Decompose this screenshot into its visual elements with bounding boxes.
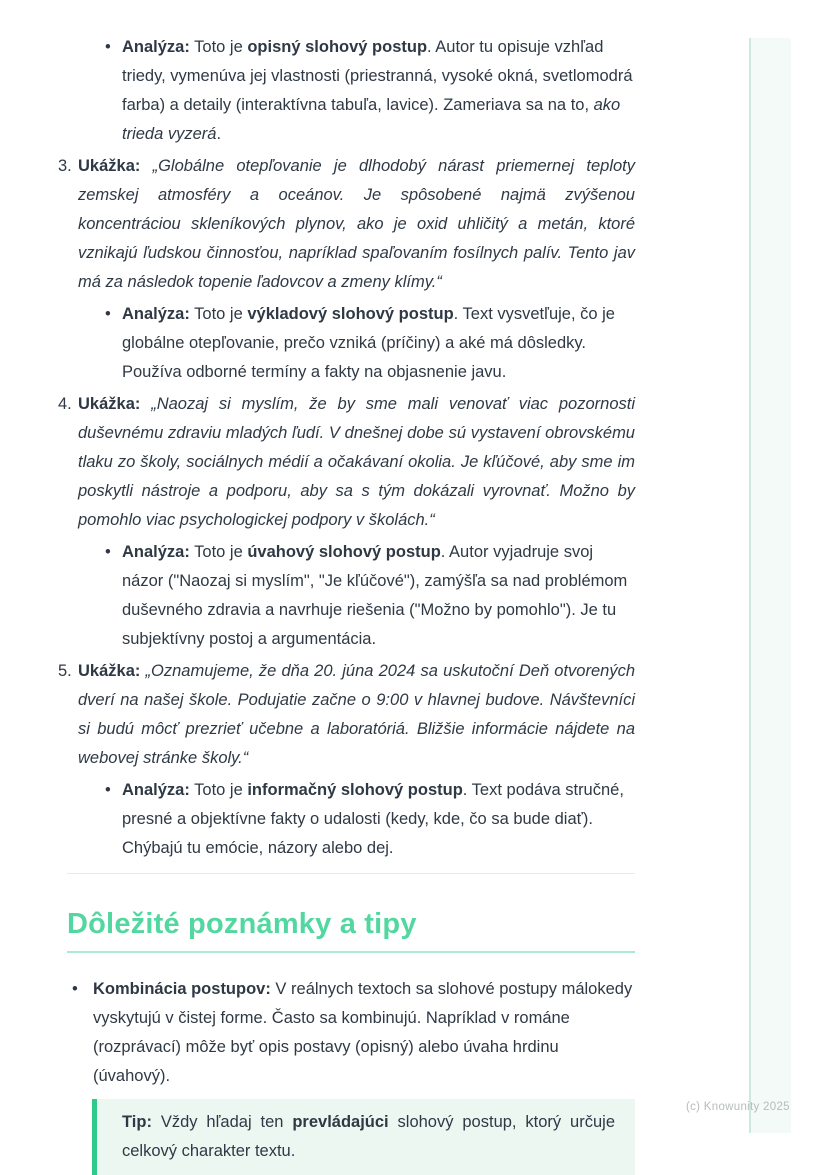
- bullet-icon: •: [105, 305, 111, 323]
- analysis-label: Analýza:: [122, 38, 190, 56]
- list-item-example-3: [58, 152, 635, 297]
- example-number: 5.: [58, 662, 72, 680]
- tip-label: Tip:: [122, 1113, 152, 1131]
- note-paragraph: [93, 975, 635, 1091]
- example-number: 4.: [58, 395, 72, 413]
- analysis-bold-term: výkladový slohový postup: [247, 305, 454, 323]
- example-paragraph: [78, 390, 635, 535]
- example-quote: „Globálne otepľovanie je dlhodobý nárast priemernej teploty zemskej atmosféry a oceánov. Je spôsobené najmä zvýšenou koncentráciou skleníkových plynov, ako je oxid uhličitý a metán, ktoré vznikajú ľudskou činnosťou, napríklad spaľovaním fosílnych palív. Tento jav má za následok topenie ľadovcov a zmeny klímy.“: [78, 157, 635, 291]
- section-divider: [67, 873, 635, 874]
- list-item-analysis-expository: [105, 300, 635, 387]
- document-content: [58, 33, 635, 1175]
- note-label: Kombinácia postupov:: [93, 980, 271, 998]
- example-paragraph: [78, 657, 635, 773]
- analysis-text-mid: . Text vysvetľuje, čo je globálne otepľovanie, prečo vzniká (príčiny) a aké má dôsledky. Používa odborné termíny a fakty na objasnenie javu.: [122, 305, 615, 381]
- list-item-example-5: [58, 657, 635, 773]
- analysis-text-pre: Toto je: [189, 305, 248, 323]
- example-quote: „Naozaj si myslím, že by sme mali venovať viac pozornosti duševnému zdraviu mladých ľudí. V dnešnej dobe sú vystavení obrovskému tlaku zo školy, sociálnych médií a očakávaní okolia. Je kľúčové, aby sme im poskytli nástroje a podporu, aby sa s tým dokázali vyrovnať. Možno by pomohlo viac psychologickej podpory v školách.“: [78, 395, 635, 529]
- copyright-watermark: (c) Knowunity 2025: [686, 1101, 790, 1113]
- tip-text-end: slohový postup, ktorý určuje celkový charakter textu.: [122, 1113, 615, 1160]
- analysis-paragraph: [122, 33, 635, 149]
- example-label: Ukážka:: [78, 395, 141, 413]
- analysis-paragraph: [122, 776, 635, 863]
- analysis-text-mid: . Autor tu opisuje vzhľad triedy, vymenúva jej vlastnosti (priestranná, vysoké okná, svetlomodrá farba) a detaily (interaktívna tabuľa, lavice). Zameriava sa na to,: [122, 38, 633, 114]
- bullet-icon: •: [105, 781, 111, 799]
- list-item-note-combination: [72, 975, 635, 1091]
- section-title: Dôležité poznámky a tipy: [67, 908, 635, 953]
- analysis-italic-phrase: ako trieda vyzerá: [122, 96, 621, 143]
- example-label: Ukážka:: [78, 662, 141, 680]
- example-paragraph: [78, 152, 635, 297]
- analysis-text-mid: . Autor vyjadruje svoj názor ("Naozaj si myslím", "Je kľúčové"), zamýšľa sa nad problémom duševného zdravia a navrhuje riešenia ("Možno by pomohlo"). Je tu subjektívny postoj a argumentácia.: [122, 543, 628, 648]
- list-item-analysis-reflective: [105, 538, 635, 654]
- tip-callout: [92, 1099, 635, 1175]
- analysis-label: Analýza:: [122, 781, 190, 799]
- list-item-analysis-descriptive: [105, 33, 635, 149]
- note-text: V reálnych textoch sa slohové postupy málokedy vyskytujú v čistej forme. Často sa kombinujú. Napríklad v románe (rozprávací) môže byť opis postavy (opisný) alebo úvaha hrdinu (úvahový).: [93, 980, 633, 1085]
- analysis-bold-term: úvahový slohový postup: [247, 543, 441, 561]
- analysis-paragraph: [122, 300, 635, 387]
- bullet-icon: •: [105, 38, 111, 56]
- analysis-text-pre: Toto je: [189, 781, 248, 799]
- example-label: Ukážka:: [78, 157, 141, 175]
- analysis-bold-term: informačný slohový postup: [247, 781, 463, 799]
- tip-text-pre: Vždy hľadaj ten: [151, 1113, 293, 1131]
- analysis-text-pre: Toto je: [189, 38, 248, 56]
- analysis-text-end: .: [216, 125, 222, 143]
- bullet-icon: •: [72, 980, 78, 998]
- analysis-label: Analýza:: [122, 305, 190, 323]
- list-item-analysis-informational: [105, 776, 635, 863]
- bullet-icon: •: [105, 543, 111, 561]
- page-edge-band: [749, 38, 791, 1133]
- list-item-example-4: [58, 390, 635, 535]
- analysis-label: Analýza:: [122, 543, 190, 561]
- analysis-text-mid: . Text podáva stručné, presné a objektívne fakty o udalosti (kedy, kde, čo sa bude diať). Chýbajú tu emócie, názory alebo dej.: [122, 781, 624, 857]
- analysis-text-pre: Toto je: [189, 543, 248, 561]
- example-quote: „Oznamujeme, že dňa 20. júna 2024 sa uskutoční Deň otvorených dverí na našej škole. Podujatie začne o 9:00 v hlavnej budove. Návštevníci si budú môcť prezrieť učebne a laboratóriá. Bližšie informácie nájdete na webovej stránke školy.“: [78, 662, 635, 767]
- analysis-paragraph: [122, 538, 635, 654]
- example-number: 3.: [58, 157, 72, 175]
- analysis-bold-term: opisný slohový postup: [247, 38, 428, 56]
- tip-paragraph: [122, 1108, 615, 1166]
- tip-bold-term: prevládajúci: [292, 1113, 389, 1131]
